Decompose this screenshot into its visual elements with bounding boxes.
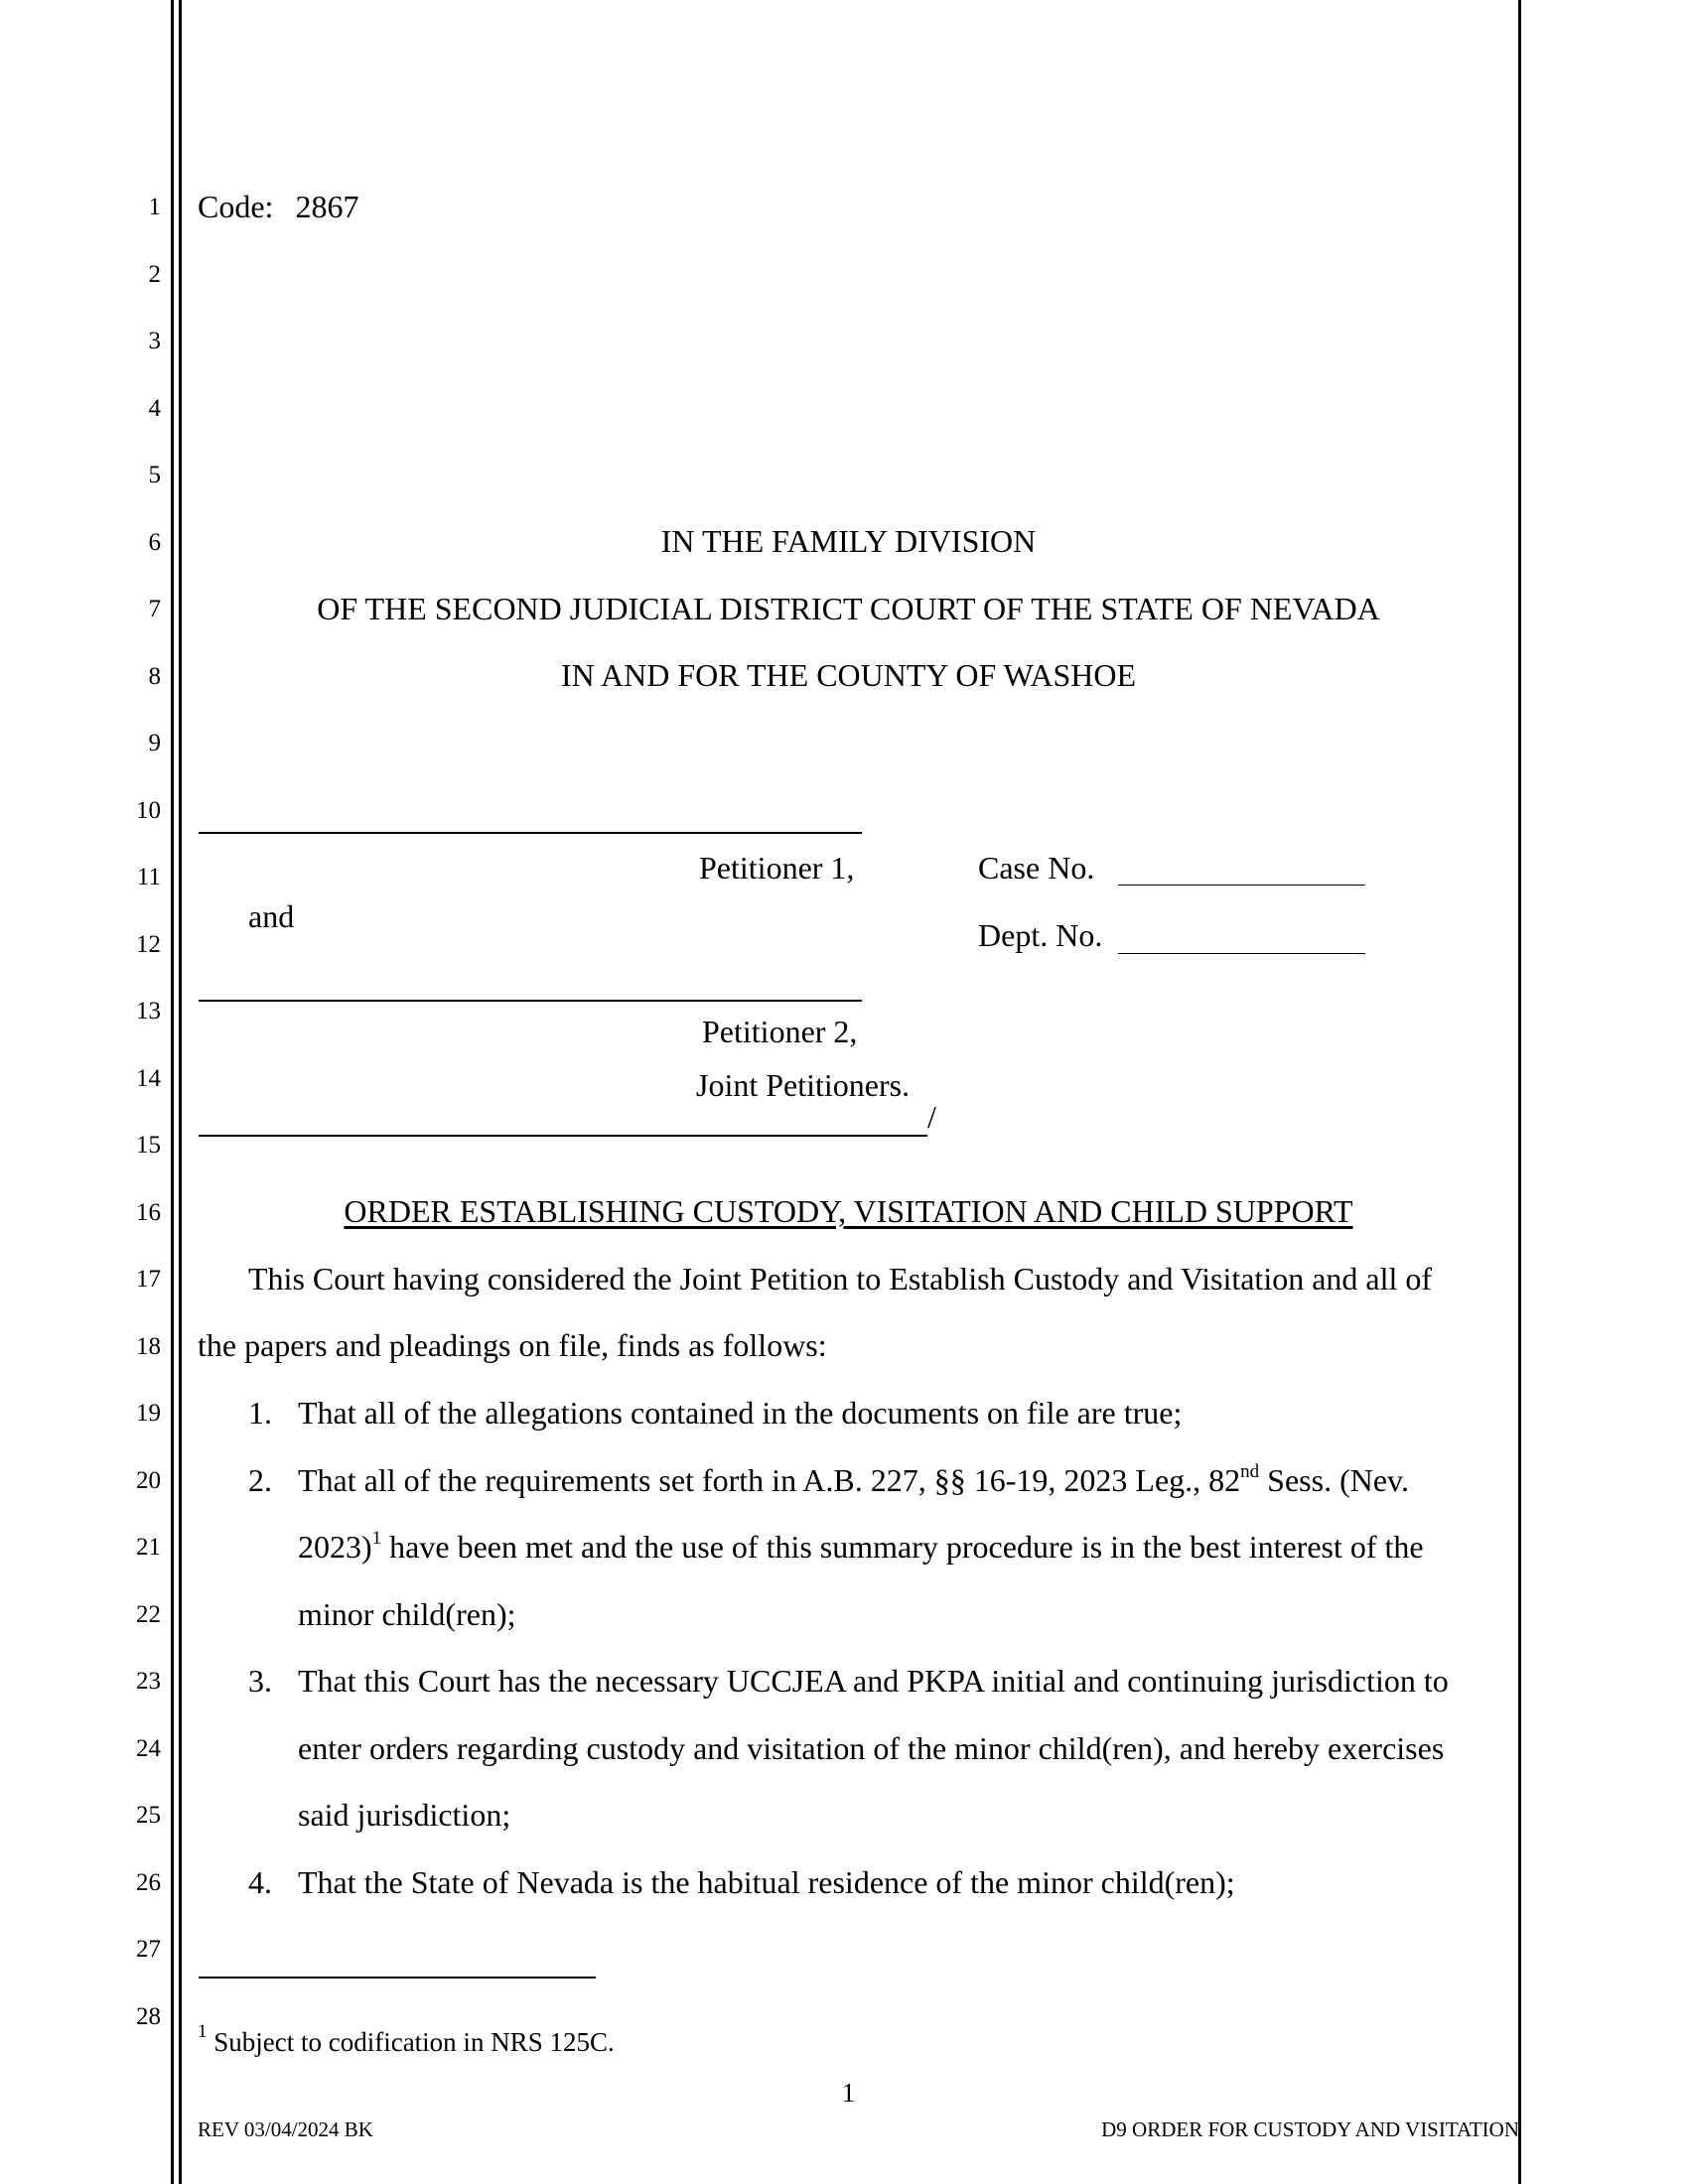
- line-number: 2: [148, 261, 161, 288]
- line-number: 25: [136, 1802, 161, 1829]
- petitioner-1-name-line: [199, 832, 862, 834]
- petitioner-2-label: Petitioner 2,: [702, 1014, 858, 1049]
- left-margin-rule-inner: [179, 0, 182, 2184]
- finding-number: 3.: [248, 1663, 272, 1699]
- line-number: 18: [136, 1333, 161, 1360]
- joint-petitioners-label: Joint Petitioners.: [696, 1067, 911, 1103]
- footnote-mark: 1: [198, 2021, 208, 2042]
- footnote-separator: [199, 1977, 596, 1979]
- finding-2-text: That all of the requirements set forth in A.B. 227, §§ 16-19, 2023 Leg., 82: [298, 1462, 1241, 1498]
- finding-2-text: Sess. (Nev.: [1259, 1462, 1409, 1498]
- case-no-field[interactable]: [1118, 885, 1365, 886]
- court-heading-line-1: IN THE FAMILY DIVISION: [660, 523, 1037, 559]
- line-number: 9: [148, 730, 161, 756]
- finding-2-text: 2023): [298, 1529, 372, 1565]
- line-number: 27: [136, 1936, 161, 1963]
- case-no-label: Case No.: [978, 850, 1095, 886]
- dept-no-label: Dept. No.: [978, 917, 1103, 953]
- line-number: 13: [136, 998, 161, 1024]
- right-margin-rule: [1518, 0, 1521, 2184]
- line-number: 19: [136, 1400, 161, 1427]
- petitioner-1-label: Petitioner 1,: [699, 850, 855, 886]
- document-title: ORDER ESTABLISHING CUSTODY, VISITATION AND CHILD SUPPORT: [344, 1193, 1353, 1229]
- line-number: 8: [148, 663, 161, 690]
- line-number: 28: [136, 2003, 161, 2030]
- and-label: and: [248, 898, 295, 934]
- ordinal-superscript: nd: [1240, 1461, 1260, 1482]
- finding-number: 2.: [248, 1462, 272, 1498]
- finding-3-line-1: That this Court has the necessary UCCJEA and PKPA initial and continuing jurisdiction to: [298, 1663, 1449, 1699]
- footnote-reference[interactable]: 1: [371, 1528, 382, 1549]
- caption-closing-line: [199, 1135, 927, 1137]
- line-number: 26: [136, 1869, 161, 1896]
- footnote-text: Subject to codification in NRS 125C.: [207, 2027, 615, 2057]
- code-value: 2867: [295, 189, 359, 224]
- finding-2-line-2: [298, 1529, 1424, 1566]
- line-number: 6: [148, 529, 161, 556]
- line-number: 14: [136, 1065, 161, 1092]
- line-number: 16: [136, 1199, 161, 1226]
- line-number: 1: [148, 194, 161, 220]
- line-number: 17: [136, 1266, 161, 1293]
- code-label: Code:: [198, 189, 274, 224]
- finding-number: 4.: [248, 1864, 272, 1900]
- line-number: 21: [136, 1534, 161, 1561]
- court-heading-line-2: OF THE SECOND JUDICIAL DISTRICT COURT OF THE STATE OF NEVADA: [317, 591, 1380, 626]
- finding-number: 1.: [248, 1395, 272, 1431]
- finding-2-line-1: [298, 1462, 1409, 1499]
- finding-2-line-3: minor child(ren);: [298, 1596, 516, 1632]
- line-number: 3: [148, 328, 161, 354]
- footer-form-title: D9 ORDER FOR CUSTODY AND VISITATION: [1101, 2117, 1519, 2141]
- left-margin-rule-outer: [171, 0, 174, 2184]
- finding-1-line-1: That all of the allegations contained in the documents on file are true;: [298, 1395, 1183, 1431]
- dept-no-field[interactable]: [1118, 953, 1365, 954]
- line-number: 12: [136, 931, 161, 958]
- line-number: 15: [136, 1132, 161, 1159]
- line-number: 22: [136, 1601, 161, 1628]
- line-number: 23: [136, 1668, 161, 1695]
- finding-4-line-1: That the State of Nevada is the habitual residence of the minor child(ren);: [298, 1864, 1235, 1900]
- intro-line-2: the papers and pleadings on file, finds as follows:: [198, 1327, 827, 1363]
- petitioner-2-name-line: [199, 1000, 862, 1002]
- line-number: 24: [136, 1735, 161, 1762]
- line-number: 11: [136, 864, 161, 890]
- line-number: 20: [136, 1467, 161, 1494]
- finding-3-line-2: enter orders regarding custody and visitation of the minor child(ren), and hereby exercises: [298, 1730, 1445, 1766]
- footer-revision: REV 03/04/2024 BK: [198, 2117, 373, 2141]
- line-number: 5: [148, 462, 161, 488]
- intro-line-1: This Court having considered the Joint Petition to Establish Custody and Visitation and all of: [248, 1261, 1433, 1297]
- finding-3-line-3: said jurisdiction;: [298, 1797, 511, 1833]
- finding-2-text: have been met and the use of this summary procedure is in the best interest of the: [381, 1529, 1424, 1565]
- line-number: 4: [148, 395, 161, 422]
- code-line: [198, 189, 358, 225]
- page-number: 1: [841, 2078, 856, 2108]
- caption-slash: /: [927, 1099, 936, 1135]
- court-heading-line-3: IN AND FOR THE COUNTY OF WASHOE: [561, 657, 1136, 693]
- line-number: 10: [136, 797, 161, 824]
- line-number: 7: [148, 596, 161, 622]
- footnote: [198, 2021, 615, 2058]
